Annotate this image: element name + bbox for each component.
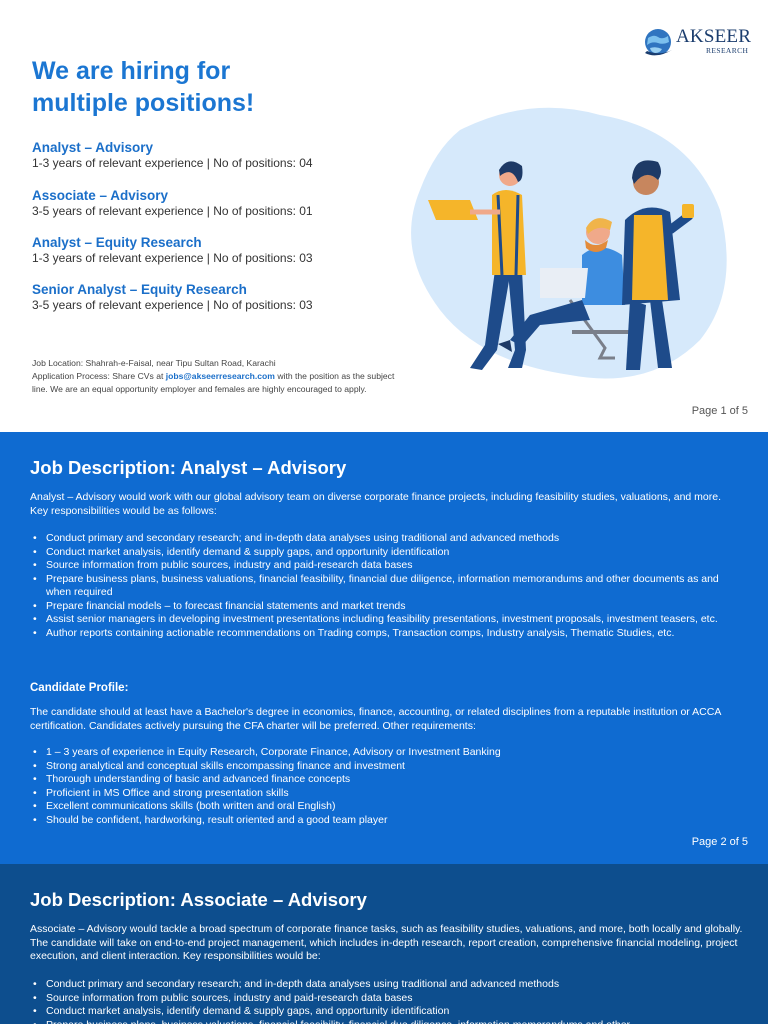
- list-item: • Excellent communications skills (both written and oral English): [30, 800, 730, 814]
- list-item: • Prepare business plans, business valuations, financial feasibility, financial due diligence, information memorandums and other documents as and when required: [30, 573, 730, 600]
- requirements-list: [30, 746, 730, 827]
- akseer-logo: [640, 24, 755, 64]
- logo-brand: AKSEER: [676, 26, 751, 48]
- position-item: [32, 282, 412, 313]
- team-illustration: [400, 100, 730, 390]
- application-process: [32, 370, 412, 396]
- logo-subtitle: RESEARCH: [706, 46, 748, 55]
- list-item: • Prepare financial models – to forecast financial statements and market trends: [30, 600, 730, 614]
- list-item: • Assist senior managers in developing investment presentations including feasibility presentations, investment proposals, investment teasers, etc.: [30, 613, 730, 627]
- position-title: Associate – Advisory: [32, 188, 412, 204]
- globe-icon: [642, 26, 674, 58]
- page-1: [0, 0, 768, 432]
- list-item: • Thorough understanding of basic and advanced finance concepts: [30, 773, 730, 787]
- position-title: Senior Analyst – Equity Research: [32, 282, 412, 298]
- list-item: • Proficient in MS Office and strong presentation skills: [30, 787, 730, 801]
- job-description-heading: Job Description: Associate – Advisory: [30, 889, 367, 911]
- list-item: • Strong analytical and conceptual skills encompassing finance and investment: [30, 760, 730, 774]
- job-location: Job Location: Shahrah-e-Faisal, near Tipu Sultan Road, Karachi: [32, 357, 412, 370]
- job-intro: Analyst – Advisory would work with our global advisory team on diverse corporate finance projects, including feasibility studies, valuations, and more. Key responsibilities would be as follows:: [30, 491, 730, 518]
- position-detail: 3-5 years of relevant experience | No of positions: 03: [32, 298, 412, 313]
- position-title: Analyst – Advisory: [32, 140, 412, 156]
- list-item: • Conduct primary and secondary research; and in-depth data analyses using traditional and advanced methods: [30, 978, 730, 992]
- position-title: Analyst – Equity Research: [32, 235, 412, 251]
- job-intro: Associate – Advisory would tackle a broad spectrum of corporate finance tasks, such as feasibility studies, valuations, and more, both locally and globally. The candidate will take on end-to-end project management, which includes in-depth research, report creation, comprehensive financial modeling, project execution, and client interaction. Key responsibilities would be:: [30, 923, 745, 964]
- application-info: [32, 357, 412, 396]
- page-2: [0, 432, 768, 864]
- page-number: Page 2 of 5: [692, 836, 748, 848]
- email-link[interactable]: jobs@akseerresearch.com: [166, 371, 275, 381]
- hero-title-line-1: We are hiring for: [32, 57, 230, 85]
- list-item: • Source information from public sources, industry and paid-research data bases: [30, 992, 730, 1006]
- position-item: [32, 140, 412, 171]
- position-item: [32, 188, 412, 219]
- illustration-blob: [411, 108, 727, 379]
- list-item: • Conduct primary and secondary research; and in-depth data analyses using traditional and advanced methods: [30, 532, 730, 546]
- candidate-profile-text: The candidate should at least have a Bachelor's degree in economics, finance, accounting, or related disciplines from a reputable institution or ACCA certification. Candidates actively pursuing the CFA charter will be preferred. Other requirements:: [30, 706, 740, 733]
- candidate-profile-heading: Candidate Profile:: [30, 682, 128, 694]
- job-description-heading: Job Description: Analyst – Advisory: [30, 457, 346, 479]
- position-detail: 1-3 years of relevant experience | No of positions: 03: [32, 251, 412, 266]
- list-item: • Author reports containing actionable recommendations on Trading comps, Transaction comps, Industry analysis, Thematic Studies, etc.: [30, 627, 730, 641]
- list-item: • Source information from public sources, industry and paid-research data bases: [30, 559, 730, 573]
- position-detail: 1-3 years of relevant experience | No of positions: 04: [32, 156, 412, 171]
- responsibilities-list: [30, 532, 730, 640]
- list-item: • Conduct market analysis, identify demand & supply gaps, and opportunity identification: [30, 1005, 730, 1019]
- list-item: • Conduct market analysis, identify demand & supply gaps, and opportunity identification: [30, 546, 730, 560]
- hero-title: [32, 55, 352, 119]
- position-item: [32, 235, 412, 266]
- responsibilities-list: [30, 978, 730, 1032]
- list-item: • 1 – 3 years of experience in Equity Research, Corporate Finance, Advisory or Investment Banking: [30, 746, 730, 760]
- process-suffix: with the position as the subject line. We are an equal opportunity employer and females are highly encouraged to apply.: [32, 371, 394, 394]
- position-detail: 3-5 years of relevant experience | No of positions: 01: [32, 204, 412, 219]
- page-number: Page 1 of 5: [692, 405, 748, 417]
- list-item: • Prepare business plans, business valuations, financial feasibility, financial due diligence, information memorandums and other: [30, 1019, 730, 1032]
- hero-title-line-2: multiple positions!: [32, 89, 254, 117]
- process-prefix: Application Process: Share CVs at: [32, 371, 166, 381]
- page-3: [0, 864, 768, 1024]
- list-item: • Should be confident, hardworking, result oriented and a good team player: [30, 814, 730, 828]
